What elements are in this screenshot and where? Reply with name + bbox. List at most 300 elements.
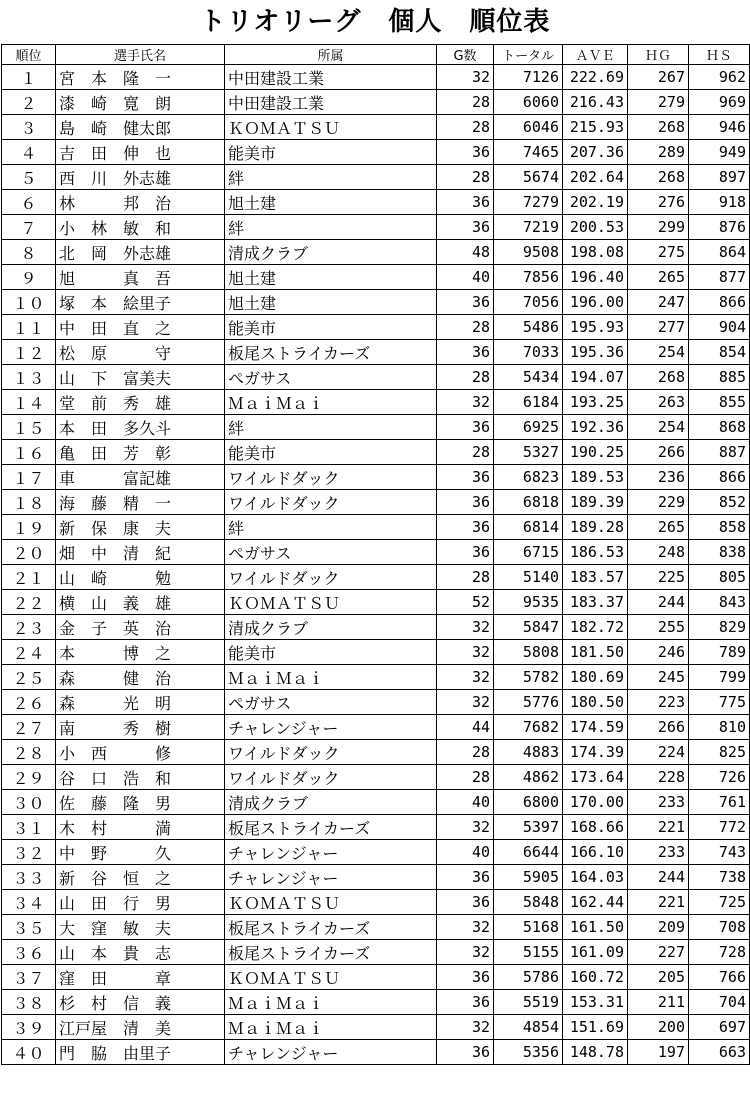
team-cell: ＫＯＭＡＴＳＵ <box>225 115 437 140</box>
games-cell: 28 <box>437 565 494 590</box>
total-cell: 4862 <box>494 765 563 790</box>
high-game-cell: 254 <box>628 415 689 440</box>
high-game-cell: 221 <box>628 815 689 840</box>
average-cell: 166.10 <box>563 840 628 865</box>
team-cell: ワイルドダック <box>225 565 437 590</box>
total-cell: 5674 <box>494 165 563 190</box>
high-series-cell: 663 <box>689 1040 750 1065</box>
high-game-cell: 299 <box>628 215 689 240</box>
total-cell: 5808 <box>494 640 563 665</box>
team-cell: 絆 <box>225 165 437 190</box>
games-cell: 36 <box>437 540 494 565</box>
average-cell: 216.43 <box>563 90 628 115</box>
average-cell: 189.28 <box>563 515 628 540</box>
player-name-cell: 新 谷 恒 之 <box>56 865 225 890</box>
average-cell: 193.25 <box>563 390 628 415</box>
rank-cell: ３１ <box>2 815 56 840</box>
high-series-cell: 868 <box>689 415 750 440</box>
average-cell: 182.72 <box>563 615 628 640</box>
team-cell: ＭａｉＭａｉ <box>225 1015 437 1040</box>
team-cell: 能美市 <box>225 315 437 340</box>
table-row <box>2 165 750 190</box>
high-series-cell: 708 <box>689 915 750 940</box>
high-game-cell: 248 <box>628 540 689 565</box>
games-cell: 36 <box>437 140 494 165</box>
average-cell: 181.50 <box>563 640 628 665</box>
games-cell: 52 <box>437 590 494 615</box>
table-row <box>2 440 750 465</box>
player-name-cell: 金 子 英 治 <box>56 615 225 640</box>
high-game-cell: 246 <box>628 640 689 665</box>
table-row <box>2 965 750 990</box>
games-cell: 32 <box>437 665 494 690</box>
average-cell: 151.69 <box>563 1015 628 1040</box>
total-cell: 7126 <box>494 65 563 90</box>
rank-cell: ５ <box>2 165 56 190</box>
high-game-cell: 233 <box>628 840 689 865</box>
average-cell: 189.53 <box>563 465 628 490</box>
games-cell: 36 <box>437 965 494 990</box>
games-cell: 32 <box>437 1015 494 1040</box>
team-cell: ＫＯＭＡＴＳＵ <box>225 590 437 615</box>
table-row <box>2 240 750 265</box>
table-row <box>2 790 750 815</box>
team-cell: チャレンジャー <box>225 715 437 740</box>
player-name-cell: 旭 真 吾 <box>56 265 225 290</box>
high-series-cell: 904 <box>689 315 750 340</box>
rank-cell: ３９ <box>2 1015 56 1040</box>
table-row <box>2 490 750 515</box>
rank-cell: ３６ <box>2 940 56 965</box>
total-cell: 5356 <box>494 1040 563 1065</box>
high-series-cell: 810 <box>689 715 750 740</box>
high-game-cell: 266 <box>628 440 689 465</box>
player-name-cell: 堂 前 秀 雄 <box>56 390 225 415</box>
high-series-cell: 855 <box>689 390 750 415</box>
rank-cell: ２４ <box>2 640 56 665</box>
rank-cell: １５ <box>2 415 56 440</box>
player-name-cell: 北 岡 外志雄 <box>56 240 225 265</box>
team-cell: ＫＯＭＡＴＳＵ <box>225 890 437 915</box>
high-game-cell: 289 <box>628 140 689 165</box>
high-series-cell: 918 <box>689 190 750 215</box>
rank-cell: ２７ <box>2 715 56 740</box>
games-cell: 36 <box>437 465 494 490</box>
team-cell: 能美市 <box>225 140 437 165</box>
player-name-cell: 大 窪 敏 夫 <box>56 915 225 940</box>
high-series-cell: 876 <box>689 215 750 240</box>
table-row <box>2 265 750 290</box>
rank-cell: １１ <box>2 315 56 340</box>
games-cell: 48 <box>437 240 494 265</box>
high-series-cell: 789 <box>689 640 750 665</box>
player-name-cell: 杉 村 信 義 <box>56 990 225 1015</box>
high-game-cell: 244 <box>628 865 689 890</box>
high-game-cell: 223 <box>628 690 689 715</box>
high-game-cell: 267 <box>628 65 689 90</box>
high-game-cell: 221 <box>628 890 689 915</box>
high-game-cell: 276 <box>628 190 689 215</box>
high-game-cell: 205 <box>628 965 689 990</box>
ranking-table <box>1 44 750 1065</box>
high-series-cell: 799 <box>689 665 750 690</box>
high-series-cell: 885 <box>689 365 750 390</box>
table-row <box>2 865 750 890</box>
total-cell: 5486 <box>494 315 563 340</box>
team-cell: チャレンジャー <box>225 1040 437 1065</box>
player-name-cell: 佐 藤 隆 男 <box>56 790 225 815</box>
games-cell: 36 <box>437 215 494 240</box>
total-cell: 5168 <box>494 915 563 940</box>
total-cell: 5848 <box>494 890 563 915</box>
high-series-cell: 838 <box>689 540 750 565</box>
high-series-cell: 866 <box>689 290 750 315</box>
rank-cell: ３ <box>2 115 56 140</box>
average-cell: 161.09 <box>563 940 628 965</box>
rank-cell: ２２ <box>2 590 56 615</box>
player-name-cell: 新 保 康 夫 <box>56 515 225 540</box>
high-game-cell: 254 <box>628 340 689 365</box>
table-row <box>2 665 750 690</box>
games-cell: 32 <box>437 690 494 715</box>
average-cell: 174.59 <box>563 715 628 740</box>
table-row <box>2 690 750 715</box>
total-cell: 4883 <box>494 740 563 765</box>
games-cell: 36 <box>437 1040 494 1065</box>
table-row <box>2 940 750 965</box>
player-name-cell: 中 野 久 <box>56 840 225 865</box>
high-game-cell: 236 <box>628 465 689 490</box>
table-row <box>2 65 750 90</box>
rank-cell: １４ <box>2 390 56 415</box>
table-row <box>2 615 750 640</box>
rank-cell: ３８ <box>2 990 56 1015</box>
team-cell: 中田建設工業 <box>225 90 437 115</box>
table-row <box>2 565 750 590</box>
total-cell: 5786 <box>494 965 563 990</box>
total-cell: 5776 <box>494 690 563 715</box>
team-cell: 能美市 <box>225 640 437 665</box>
high-game-cell: 225 <box>628 565 689 590</box>
games-cell: 36 <box>437 290 494 315</box>
total-cell: 6046 <box>494 115 563 140</box>
average-cell: 196.00 <box>563 290 628 315</box>
team-cell: 能美市 <box>225 440 437 465</box>
team-cell: 板尾ストライカーズ <box>225 940 437 965</box>
games-cell: 28 <box>437 315 494 340</box>
player-name-cell: 本 田 多久斗 <box>56 415 225 440</box>
table-row <box>2 415 750 440</box>
high-series-cell: 772 <box>689 815 750 840</box>
player-name-cell: 吉 田 伸 也 <box>56 140 225 165</box>
total-cell: 6823 <box>494 465 563 490</box>
average-cell: 180.69 <box>563 665 628 690</box>
player-name-cell: 林 邦 治 <box>56 190 225 215</box>
games-cell: 40 <box>437 840 494 865</box>
games-cell: 32 <box>437 390 494 415</box>
total-cell: 6818 <box>494 490 563 515</box>
total-cell: 7279 <box>494 190 563 215</box>
player-name-cell: 山 本 貴 志 <box>56 940 225 965</box>
average-cell: 192.36 <box>563 415 628 440</box>
table-row <box>2 140 750 165</box>
total-cell: 5397 <box>494 815 563 840</box>
high-game-cell: 229 <box>628 490 689 515</box>
high-game-cell: 247 <box>628 290 689 315</box>
header-total: トータル <box>494 45 563 65</box>
average-cell: 215.93 <box>563 115 628 140</box>
average-cell: 170.00 <box>563 790 628 815</box>
total-cell: 6644 <box>494 840 563 865</box>
player-name-cell: 漆 崎 寛 朗 <box>56 90 225 115</box>
average-cell: 222.69 <box>563 65 628 90</box>
team-cell: チャレンジャー <box>225 840 437 865</box>
team-cell: 絆 <box>225 415 437 440</box>
rank-cell: ２５ <box>2 665 56 690</box>
average-cell: 202.19 <box>563 190 628 215</box>
high-game-cell: 224 <box>628 740 689 765</box>
games-cell: 36 <box>437 865 494 890</box>
table-row <box>2 1040 750 1065</box>
games-cell: 40 <box>437 265 494 290</box>
rank-cell: １９ <box>2 515 56 540</box>
header-team: 所属 <box>225 45 437 65</box>
table-row <box>2 465 750 490</box>
rank-cell: ２１ <box>2 565 56 590</box>
high-series-cell: 704 <box>689 990 750 1015</box>
player-name-cell: 南 秀 樹 <box>56 715 225 740</box>
player-name-cell: 小 西 修 <box>56 740 225 765</box>
high-series-cell: 829 <box>689 615 750 640</box>
high-series-cell: 805 <box>689 565 750 590</box>
total-cell: 5434 <box>494 365 563 390</box>
high-game-cell: 245 <box>628 665 689 690</box>
table-row <box>2 390 750 415</box>
table-row <box>2 315 750 340</box>
high-game-cell: 255 <box>628 615 689 640</box>
games-cell: 40 <box>437 790 494 815</box>
player-name-cell: 宮 本 隆 一 <box>56 65 225 90</box>
team-cell: 旭土建 <box>225 290 437 315</box>
table-row <box>2 815 750 840</box>
high-game-cell: 275 <box>628 240 689 265</box>
total-cell: 9535 <box>494 590 563 615</box>
high-series-cell: 877 <box>689 265 750 290</box>
rank-cell: ９ <box>2 265 56 290</box>
header-games: G数 <box>437 45 494 65</box>
games-cell: 32 <box>437 65 494 90</box>
table-row <box>2 540 750 565</box>
games-cell: 36 <box>437 490 494 515</box>
header-rank: 順位 <box>2 45 56 65</box>
average-cell: 183.57 <box>563 565 628 590</box>
table-row <box>2 915 750 940</box>
player-name-cell: 亀 田 芳 彰 <box>56 440 225 465</box>
player-name-cell: 門 脇 由里子 <box>56 1040 225 1065</box>
rank-cell: ７ <box>2 215 56 240</box>
header-high-game: ＨＧ <box>628 45 689 65</box>
player-name-cell: 松 原 守 <box>56 340 225 365</box>
table-row <box>2 1015 750 1040</box>
high-game-cell: 197 <box>628 1040 689 1065</box>
page-title: トリオリーグ 個人 順位表 <box>199 7 551 37</box>
high-game-cell: 265 <box>628 515 689 540</box>
rank-cell: ３３ <box>2 865 56 890</box>
high-game-cell: 200 <box>628 1015 689 1040</box>
average-cell: 194.07 <box>563 365 628 390</box>
total-cell: 5905 <box>494 865 563 890</box>
high-series-cell: 725 <box>689 890 750 915</box>
table-row <box>2 190 750 215</box>
games-cell: 36 <box>437 990 494 1015</box>
high-game-cell: 266 <box>628 715 689 740</box>
average-cell: 180.50 <box>563 690 628 715</box>
high-game-cell: 227 <box>628 940 689 965</box>
average-cell: 207.36 <box>563 140 628 165</box>
high-series-cell: 726 <box>689 765 750 790</box>
rank-cell: １０ <box>2 290 56 315</box>
games-cell: 44 <box>437 715 494 740</box>
player-name-cell: 海 藤 精 一 <box>56 490 225 515</box>
table-row <box>2 740 750 765</box>
player-name-cell: 本 博 之 <box>56 640 225 665</box>
table-body <box>2 65 750 1065</box>
table-row <box>2 340 750 365</box>
total-cell: 7033 <box>494 340 563 365</box>
team-cell: ワイルドダック <box>225 765 437 790</box>
high-game-cell: 277 <box>628 315 689 340</box>
high-series-cell: 775 <box>689 690 750 715</box>
total-cell: 5140 <box>494 565 563 590</box>
high-series-cell: 858 <box>689 515 750 540</box>
rank-cell: ３０ <box>2 790 56 815</box>
average-cell: 183.37 <box>563 590 628 615</box>
table-row <box>2 890 750 915</box>
team-cell: ペガサス <box>225 365 437 390</box>
high-series-cell: 825 <box>689 740 750 765</box>
total-cell: 5519 <box>494 990 563 1015</box>
rank-cell: ２９ <box>2 765 56 790</box>
team-cell: 板尾ストライカーズ <box>225 815 437 840</box>
total-cell: 5847 <box>494 615 563 640</box>
header-average: ＡＶＥ <box>563 45 628 65</box>
rank-cell: ３２ <box>2 840 56 865</box>
total-cell: 9508 <box>494 240 563 265</box>
team-cell: 旭土建 <box>225 190 437 215</box>
games-cell: 32 <box>437 915 494 940</box>
team-cell: 清成クラブ <box>225 615 437 640</box>
rank-cell: ４ <box>2 140 56 165</box>
table-row <box>2 90 750 115</box>
team-cell: 中田建設工業 <box>225 65 437 90</box>
high-game-cell: 268 <box>628 365 689 390</box>
player-name-cell: 畑 中 清 紀 <box>56 540 225 565</box>
team-cell: 絆 <box>225 215 437 240</box>
games-cell: 36 <box>437 340 494 365</box>
table-row <box>2 765 750 790</box>
average-cell: 173.64 <box>563 765 628 790</box>
rank-cell: ４０ <box>2 1040 56 1065</box>
team-cell: 絆 <box>225 515 437 540</box>
team-cell: ＭａｉＭａｉ <box>225 665 437 690</box>
player-name-cell: 小 林 敏 和 <box>56 215 225 240</box>
table-row <box>2 640 750 665</box>
total-cell: 7682 <box>494 715 563 740</box>
table-header-row <box>2 45 750 65</box>
high-series-cell: 697 <box>689 1015 750 1040</box>
rank-cell: ２０ <box>2 540 56 565</box>
table-row <box>2 215 750 240</box>
team-cell: チャレンジャー <box>225 865 437 890</box>
high-series-cell: 969 <box>689 90 750 115</box>
team-cell: ワイルドダック <box>225 490 437 515</box>
team-cell: ＭａｉＭａｉ <box>225 990 437 1015</box>
games-cell: 36 <box>437 890 494 915</box>
games-cell: 32 <box>437 815 494 840</box>
total-cell: 6715 <box>494 540 563 565</box>
games-cell: 36 <box>437 415 494 440</box>
rank-cell: ６ <box>2 190 56 215</box>
total-cell: 7219 <box>494 215 563 240</box>
table-row <box>2 290 750 315</box>
team-cell: 板尾ストライカーズ <box>225 340 437 365</box>
average-cell: 195.93 <box>563 315 628 340</box>
high-series-cell: 743 <box>689 840 750 865</box>
average-cell: 153.31 <box>563 990 628 1015</box>
high-game-cell: 279 <box>628 90 689 115</box>
table-row <box>2 515 750 540</box>
rank-cell: １７ <box>2 465 56 490</box>
table-row <box>2 115 750 140</box>
average-cell: 164.03 <box>563 865 628 890</box>
table-row <box>2 990 750 1015</box>
rank-cell: ３５ <box>2 915 56 940</box>
high-series-cell: 854 <box>689 340 750 365</box>
average-cell: 174.39 <box>563 740 628 765</box>
total-cell: 7465 <box>494 140 563 165</box>
rank-cell: ８ <box>2 240 56 265</box>
team-cell: ＫＯＭＡＴＳＵ <box>225 965 437 990</box>
games-cell: 36 <box>437 515 494 540</box>
rank-cell: １３ <box>2 365 56 390</box>
average-cell: 186.53 <box>563 540 628 565</box>
player-name-cell: 山 崎 勉 <box>56 565 225 590</box>
high-game-cell: 228 <box>628 765 689 790</box>
rank-cell: ３７ <box>2 965 56 990</box>
average-cell: 148.78 <box>563 1040 628 1065</box>
player-name-cell: 山 下 富美夫 <box>56 365 225 390</box>
games-cell: 32 <box>437 615 494 640</box>
games-cell: 28 <box>437 440 494 465</box>
total-cell: 7056 <box>494 290 563 315</box>
high-series-cell: 962 <box>689 65 750 90</box>
team-cell: ワイルドダック <box>225 740 437 765</box>
high-series-cell: 887 <box>689 440 750 465</box>
average-cell: 198.08 <box>563 240 628 265</box>
average-cell: 189.39 <box>563 490 628 515</box>
player-name-cell: 島 崎 健太郎 <box>56 115 225 140</box>
team-cell: ＭａｉＭａｉ <box>225 390 437 415</box>
average-cell: 190.25 <box>563 440 628 465</box>
team-cell: 清成クラブ <box>225 790 437 815</box>
high-game-cell: 268 <box>628 165 689 190</box>
table-row <box>2 715 750 740</box>
average-cell: 160.72 <box>563 965 628 990</box>
player-name-cell: 谷 口 浩 和 <box>56 765 225 790</box>
rank-cell: ２８ <box>2 740 56 765</box>
high-series-cell: 738 <box>689 865 750 890</box>
high-game-cell: 211 <box>628 990 689 1015</box>
